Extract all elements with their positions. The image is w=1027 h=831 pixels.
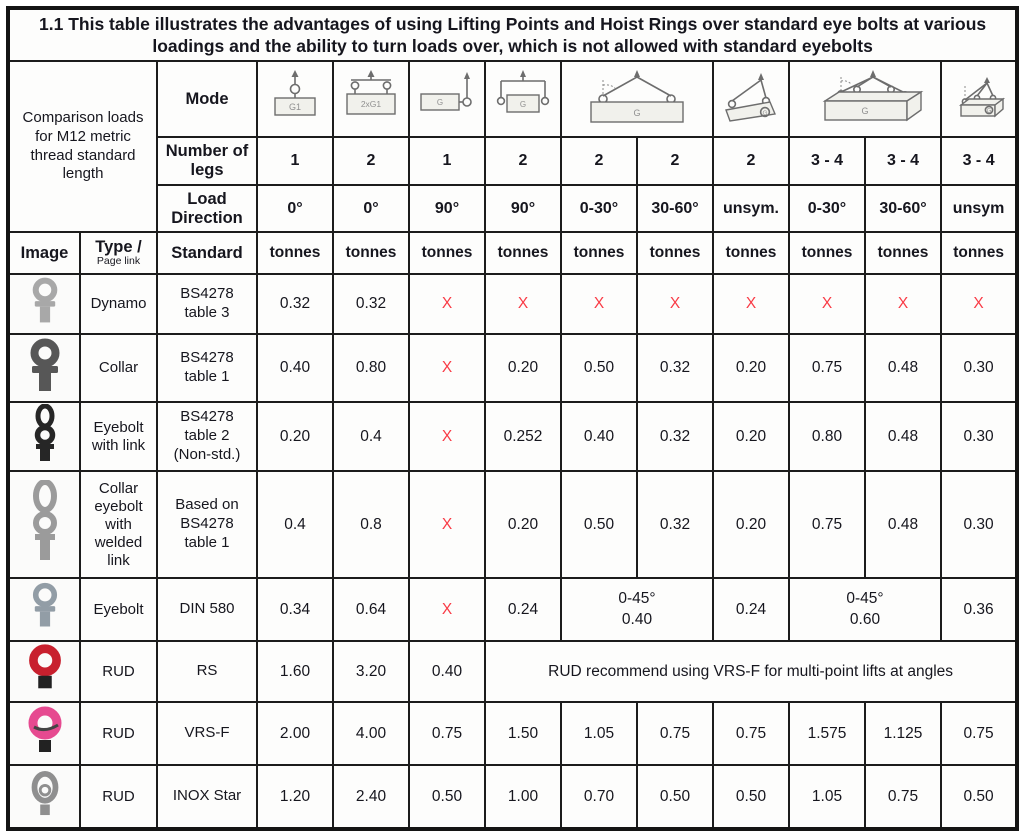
value-cell: 0.30: [941, 402, 1017, 471]
unit-header: tonnes: [409, 232, 485, 274]
eyebolt-with-link-icon: [23, 404, 67, 464]
value-cell: 0.75: [409, 702, 485, 765]
value-cell: 0.20: [257, 402, 333, 471]
merged-range-cell: [789, 578, 941, 641]
legs-value: 2: [637, 137, 713, 185]
range-value: 0.40: [621, 610, 653, 628]
direction-value: 30-60°: [865, 185, 941, 232]
value-cell: 0.20: [713, 334, 789, 402]
standard-cell: Based on BS4278 table 1: [157, 471, 257, 578]
direction-value: 0°: [257, 185, 333, 232]
mode-icon-label: G: [519, 100, 527, 109]
mode-cell-7: [713, 61, 789, 137]
range-angle-label: 0-45°: [618, 590, 656, 608]
value-cell: X: [409, 578, 485, 641]
mode-3-4-leg-unsym-icon: [947, 68, 1011, 130]
value-cell: 0.24: [485, 578, 561, 641]
value-cell: 0.34: [257, 578, 333, 641]
legs-value: 2: [333, 137, 409, 185]
mode-cell-8-9: [789, 61, 941, 137]
mode-1-leg-side-90-icon: [415, 68, 479, 130]
value-cell: 0.48: [865, 402, 941, 471]
type-cell: Eyebolt with link: [80, 402, 157, 471]
table-row: [8, 765, 1017, 829]
rud-ring-icon: [22, 703, 68, 759]
value-cell: 0.32: [257, 274, 333, 334]
value-cell: X: [713, 274, 789, 334]
unit-header: tonnes: [485, 232, 561, 274]
value-cell: 0.75: [637, 702, 713, 765]
page-title: 1.1 This table illustrates the advantages of using Lifting Points and Hoist Rings over standard eye bolts at various loadings and the ability to turn loads over, which is not allowed with standard eyebolts: [8, 8, 1017, 61]
value-cell: 0.75: [865, 765, 941, 829]
value-cell: X: [409, 402, 485, 471]
direction-value: 90°: [409, 185, 485, 232]
standard-cell: BS4278 table 3: [157, 274, 257, 334]
standard-cell: BS4278 table 2 (Non-std.): [157, 402, 257, 471]
value-cell: 1.00: [485, 765, 561, 829]
legs-value: 3 - 4: [941, 137, 1017, 185]
value-cell: 0.36: [941, 578, 1017, 641]
legs-value: 3 - 4: [865, 137, 941, 185]
value-cell: X: [409, 471, 485, 578]
standard-cell: VRS-F: [157, 702, 257, 765]
value-cell: X: [789, 274, 865, 334]
mode-3-4-leg-angled-icon: [795, 68, 935, 130]
mode-header: Mode: [157, 61, 257, 137]
value-cell: 0.20: [485, 471, 561, 578]
value-cell: 0.20: [713, 471, 789, 578]
value-cell: 0.50: [409, 765, 485, 829]
type-cell: Dynamo: [80, 274, 157, 334]
rud-ring-icon: [23, 766, 67, 822]
value-cell: X: [409, 274, 485, 334]
collar-eyebolt-welded-link-image: [8, 471, 80, 578]
merged-range-cell: [561, 578, 713, 641]
value-cell: 0.50: [637, 765, 713, 829]
value-cell: 0.24: [713, 578, 789, 641]
mode-icon-label: G: [762, 110, 768, 117]
mode-cell-4: [485, 61, 561, 137]
number-of-legs-header: Number of legs: [157, 137, 257, 185]
table-row: [8, 402, 1017, 471]
value-cell: 3.20: [333, 641, 409, 702]
value-cell: 0.20: [713, 402, 789, 471]
standard-cell: RS: [157, 641, 257, 702]
unit-header: tonnes: [561, 232, 637, 274]
table-row: [8, 334, 1017, 402]
mode-icon-label: G1: [288, 102, 302, 112]
value-cell: 1.50: [485, 702, 561, 765]
comparison-note: Comparison loads for M12 metric thread standard length: [8, 61, 157, 232]
value-cell: 1.20: [257, 765, 333, 829]
value-cell: 0.64: [333, 578, 409, 641]
value-cell: 1.05: [561, 702, 637, 765]
mode-icon-label: G: [861, 106, 869, 116]
value-cell: 0.4: [333, 402, 409, 471]
rud-inox-star-image: [8, 765, 80, 829]
value-cell: X: [865, 274, 941, 334]
direction-value: 0°: [333, 185, 409, 232]
value-cell: 0.32: [637, 402, 713, 471]
value-cell: 0.50: [561, 471, 637, 578]
value-cell: 0.4: [257, 471, 333, 578]
value-cell: 0.50: [713, 765, 789, 829]
collar-eyebolt-image: [8, 334, 80, 402]
value-cell: X: [637, 274, 713, 334]
eyebolt-with-link-image: [8, 402, 80, 471]
mode-2-leg-unsym-icon: [719, 68, 783, 130]
rud-ring-icon: [22, 642, 68, 696]
legs-value: 2: [485, 137, 561, 185]
range-angle-label: 0-45°: [846, 590, 884, 608]
value-cell: 0.80: [789, 402, 865, 471]
standard-column-header: Standard: [157, 232, 257, 274]
type-cell: Eyebolt: [80, 578, 157, 641]
value-cell: 0.40: [561, 402, 637, 471]
dynamo-eyebolt-image: [8, 274, 80, 334]
value-cell: 4.00: [333, 702, 409, 765]
unit-header: tonnes: [941, 232, 1017, 274]
unit-header: tonnes: [789, 232, 865, 274]
mode-2-leg-side-90-icon: [491, 68, 555, 130]
eyebolt-icon: [24, 276, 66, 328]
legs-value: 1: [409, 137, 485, 185]
mode-icon-label: 2xG1: [360, 99, 382, 109]
legs-value: 2: [561, 137, 637, 185]
value-cell: 0.32: [333, 274, 409, 334]
value-cell: 0.30: [941, 334, 1017, 402]
value-cell: 0.20: [485, 334, 561, 402]
type-column-header: [80, 232, 157, 274]
value-cell: 0.40: [257, 334, 333, 402]
table-row: [8, 641, 1017, 702]
standard-cell: INOX Star: [157, 765, 257, 829]
direction-value: 30-60°: [637, 185, 713, 232]
eyebolt-icon: [23, 338, 67, 394]
value-cell: 0.8: [333, 471, 409, 578]
din580-eyebolt-image: [8, 578, 80, 641]
direction-value: 0-30°: [561, 185, 637, 232]
value-cell: 0.252: [485, 402, 561, 471]
value-cell: 0.50: [561, 334, 637, 402]
unit-header: tonnes: [713, 232, 789, 274]
value-cell: 0.70: [561, 765, 637, 829]
legs-value: 1: [257, 137, 333, 185]
value-cell: 1.05: [789, 765, 865, 829]
value-cell: 0.75: [789, 334, 865, 402]
unit-header: tonnes: [257, 232, 333, 274]
mode-2-leg-angled-icon: [567, 68, 707, 130]
load-direction-header: Load Direction: [157, 185, 257, 232]
value-cell: 0.75: [941, 702, 1017, 765]
rud-vrs-f-image: [8, 702, 80, 765]
table-row: [8, 274, 1017, 334]
value-cell: 0.48: [865, 334, 941, 402]
value-cell: 0.50: [941, 765, 1017, 829]
type-cell: Collar: [80, 334, 157, 402]
direction-value: 0-30°: [789, 185, 865, 232]
standard-cell: BS4278 table 1: [157, 334, 257, 402]
value-cell: 0.32: [637, 334, 713, 402]
value-cell: 1.125: [865, 702, 941, 765]
range-value: 0.60: [849, 610, 881, 628]
value-cell: X: [409, 334, 485, 402]
unit-header: tonnes: [865, 232, 941, 274]
value-cell: X: [485, 274, 561, 334]
value-cell: 0.80: [333, 334, 409, 402]
mode-1-leg-vertical-icon: [263, 68, 327, 130]
recommendation-note: RUD recommend using VRS-F for multi-point lifts at angles: [485, 641, 1017, 702]
value-cell: 0.75: [789, 471, 865, 578]
type-cell: RUD: [80, 702, 157, 765]
value-cell: X: [941, 274, 1017, 334]
mode-cell-2: [333, 61, 409, 137]
eyebolt-with-welded-link-icon: [22, 480, 68, 564]
mode-cell-10: [941, 61, 1017, 137]
mode-cell-1: [257, 61, 333, 137]
type-header-label: Type /: [95, 238, 142, 257]
mode-icon-label: G: [986, 108, 991, 115]
value-cell: 0.30: [941, 471, 1017, 578]
mode-cell-5-6: [561, 61, 713, 137]
direction-value: 90°: [485, 185, 561, 232]
value-cell: 0.40: [409, 641, 485, 702]
mode-2-leg-vertical-icon: [339, 68, 403, 130]
rud-rs-image: [8, 641, 80, 702]
value-cell: 1.60: [257, 641, 333, 702]
value-cell: 2.00: [257, 702, 333, 765]
legs-value: 3 - 4: [789, 137, 865, 185]
value-cell: 0.75: [713, 702, 789, 765]
legs-value: 2: [713, 137, 789, 185]
image-column-header: Image: [8, 232, 80, 274]
page-link-sublabel: Page link: [96, 255, 141, 268]
table-row: [8, 471, 1017, 578]
lifting-points-comparison-table: [6, 6, 1019, 831]
value-cell: 0.48: [865, 471, 941, 578]
direction-value: unsym.: [713, 185, 789, 232]
table-row: [8, 702, 1017, 765]
type-cell: RUD: [80, 765, 157, 829]
value-cell: 2.40: [333, 765, 409, 829]
mode-cell-3: [409, 61, 485, 137]
direction-value: unsym: [941, 185, 1017, 232]
value-cell: X: [561, 274, 637, 334]
standard-cell: DIN 580: [157, 578, 257, 641]
type-cell: Collar eyebolt with welded link: [80, 471, 157, 578]
table-row: [8, 578, 1017, 641]
mode-icon-label: G: [633, 108, 641, 118]
type-cell: RUD: [80, 641, 157, 702]
mode-icon-label: G: [436, 98, 444, 107]
value-cell: 0.32: [637, 471, 713, 578]
unit-header: tonnes: [333, 232, 409, 274]
value-cell: 1.575: [789, 702, 865, 765]
unit-header: tonnes: [637, 232, 713, 274]
eyebolt-icon: [24, 581, 66, 633]
